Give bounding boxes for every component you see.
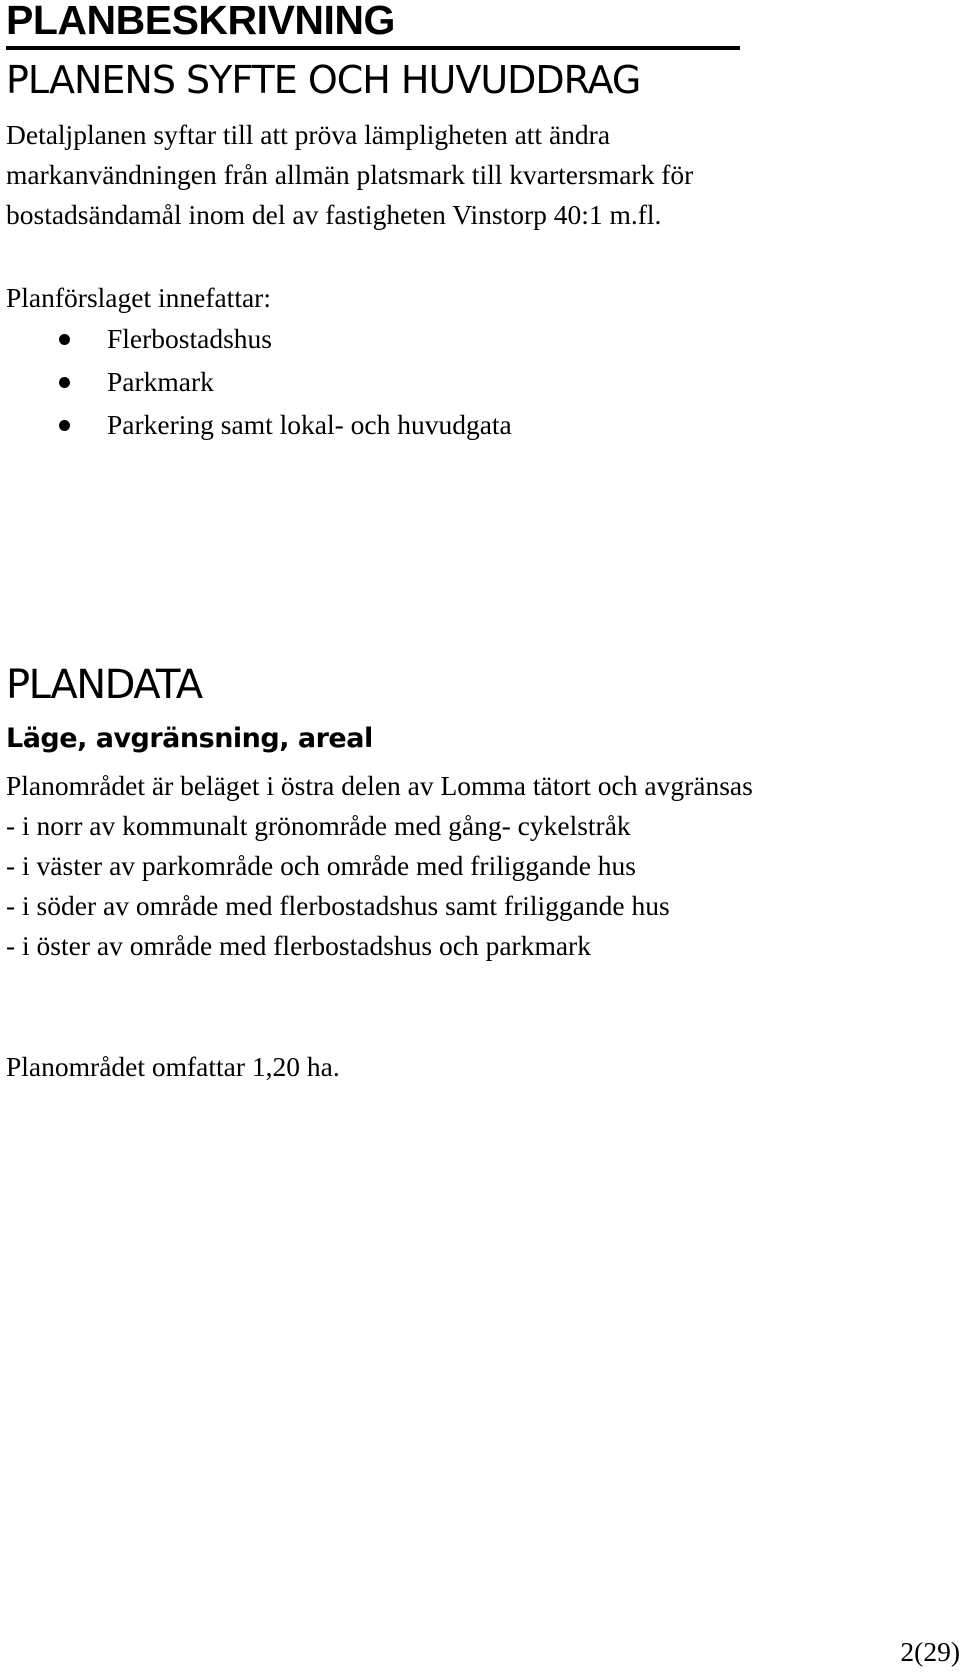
bullet-icon [59,334,70,345]
area-text: Planområdet omfattar 1,20 ha. [6,1051,340,1082]
paragraph-line: - i söder av område med flerbostadshus samt friliggande hus [6,890,670,921]
bullet-icon [59,420,70,431]
subheading-lage: Läge, avgränsning, areal [6,723,373,754]
paragraph-line: Planområdet är beläget i östra delen av Lomma tätort och avgränsas [6,770,753,801]
paragraph-line: - i norr av kommunalt grönområde med gång- cykelstråk [6,810,631,841]
paragraph-line: bostadsändamål inom del av fastigheten Vinstorp 40:1 m.fl. [6,199,662,230]
list-intro: Planförslaget innefattar: [6,282,271,313]
paragraph-line: Detaljplanen syftar till att pröva lämpligheten att ändra [6,119,611,150]
heading-plandata: PLANDATA [6,662,202,708]
paragraph-line: markanvändningen från allmän platsmark till kvartersmark för [6,159,694,190]
heading-planens-syfte: PLANENS SYFTE OCH HUVUDDRAG [6,58,641,102]
document-title: PLANBESKRIVNING [6,0,740,50]
page-number: 2(29) [900,1636,960,1667]
list-item-text: Parkmark [107,366,214,397]
boundary-paragraph [6,766,753,966]
list-item-text: Parkering samt lokal- och huvudgata [107,409,512,440]
list-item-text: Flerbostadshus [107,323,272,354]
paragraph-line: - i väster av parkområde och område med friliggande hus [6,850,636,881]
bullet-icon [59,377,70,388]
paragraph-line: - i öster av område med flerbostadshus och parkmark [6,930,591,961]
purpose-paragraph [6,115,693,235]
